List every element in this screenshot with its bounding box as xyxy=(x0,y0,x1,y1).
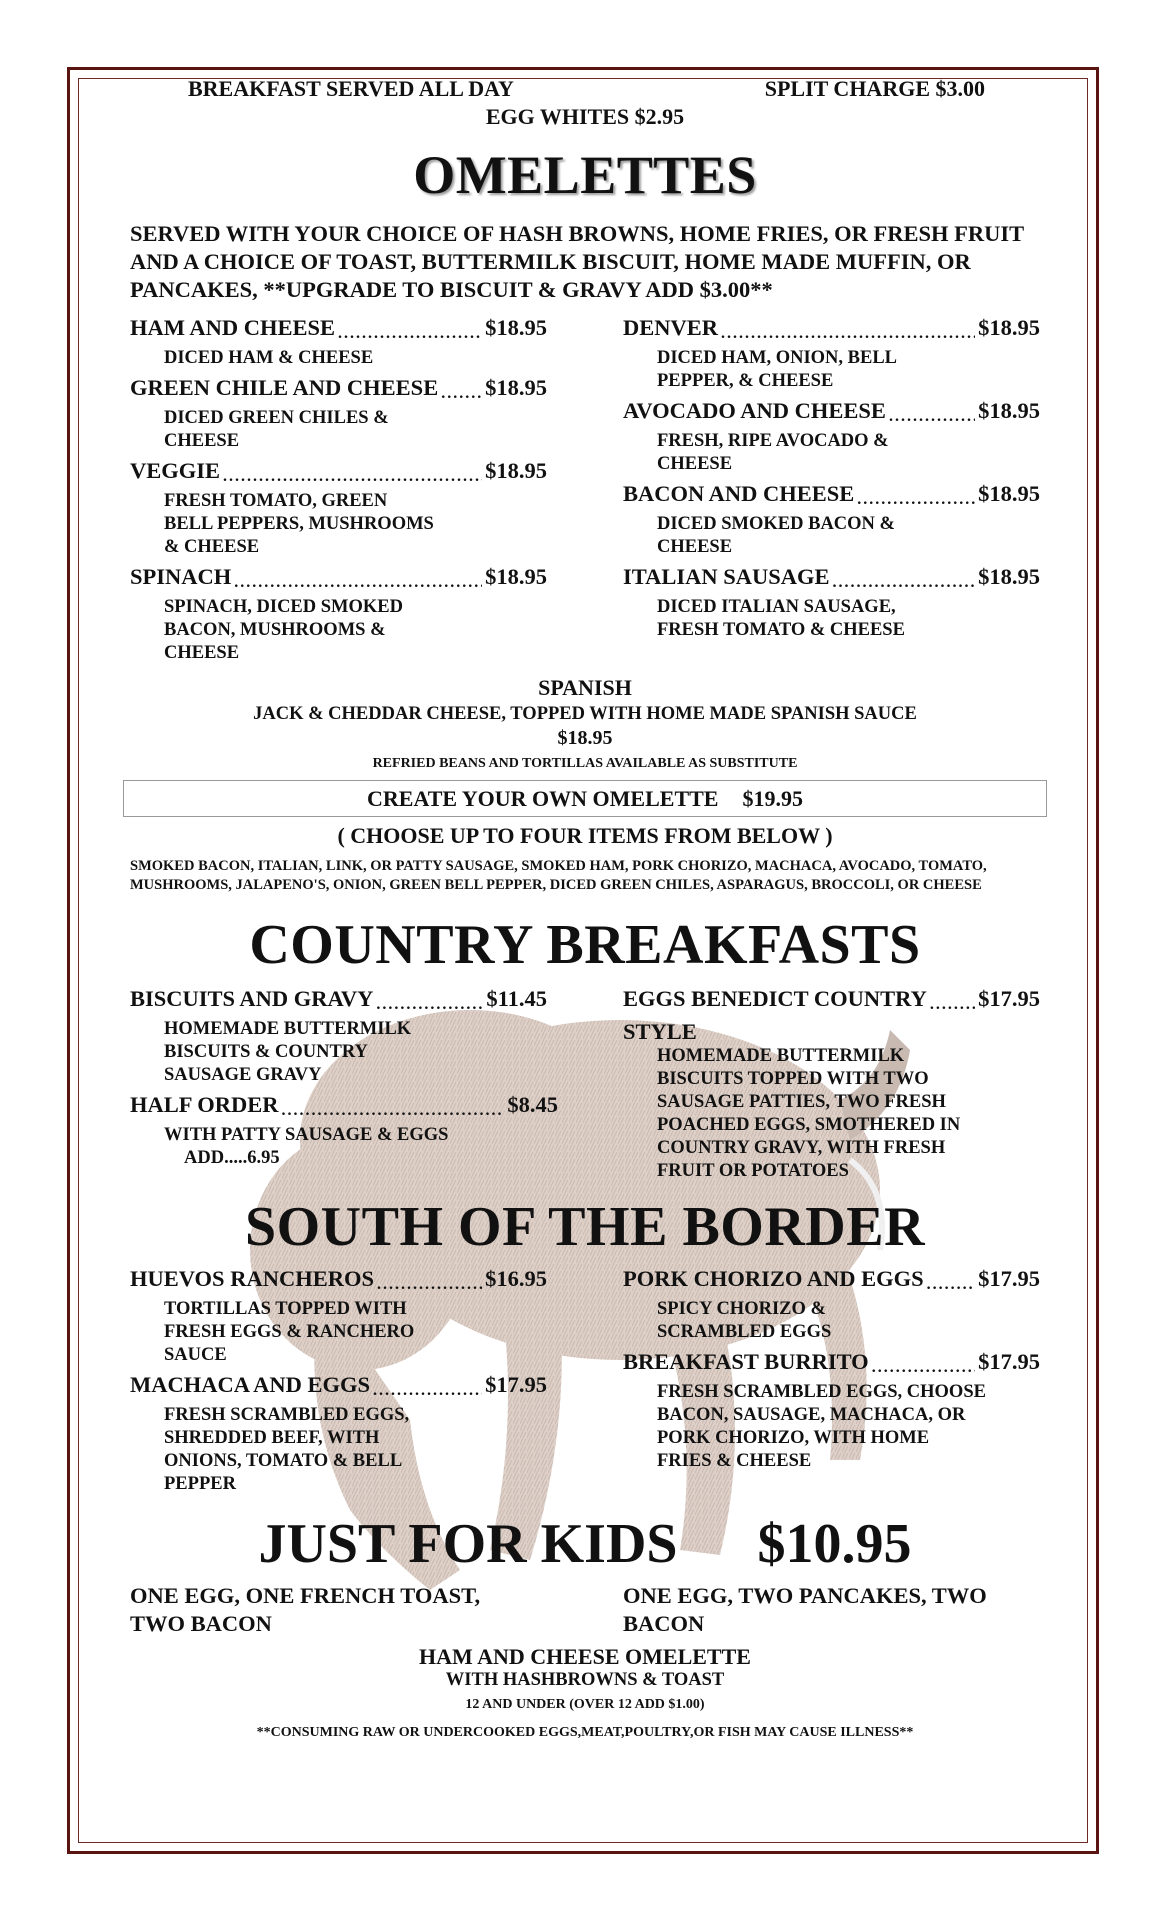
menu-item xyxy=(623,1348,1040,1473)
item-description: FRESH SCRAMBLED EGGS, CHOOSE BACON, SAUSAGE, MACHACA, OR PORK CHORIZO, WITH HOME FRIES & CHEESE xyxy=(657,1382,986,1471)
item-price: $17.95 xyxy=(978,1266,1040,1291)
kids-age-note: 12 AND UNDER (OVER 12 ADD $1.00) xyxy=(465,1697,705,1712)
kids-price: $10.95 xyxy=(757,1513,912,1575)
menu-item xyxy=(130,1371,547,1496)
item-price: $18.95 xyxy=(485,564,547,589)
item-price: $18.95 xyxy=(978,398,1040,423)
item-name: BACON AND CHEESE xyxy=(623,481,855,506)
kids-title: JUST FOR KIDS xyxy=(258,1513,678,1575)
menu-item xyxy=(623,314,1040,393)
menu-item xyxy=(130,563,547,665)
omelette-ingredient-choices: SMOKED BACON, ITALIAN, LINK, OR PATTY SAUSAGE, SMOKED HAM, PORK CHORIZO, MACHACA, AVOCADO, TOMATO, MUSHROOMS, JALAPENO'S, ONION, GREEN BELL PEPPER, DICED GREEN CHILES, ASPARAGUS, BROCCOLI, OR CHEESE xyxy=(130,858,987,893)
item-description: FRESH TOMATO, GREEN BELL PEPPERS, MUSHROOMS & CHEESE xyxy=(164,491,434,557)
item-description: DICED SMOKED BACON & CHEESE xyxy=(657,514,895,557)
kids-options xyxy=(130,1582,1040,1638)
omelettes-intro: SERVED WITH YOUR CHOICE OF HASH BROWNS, HOME FRIES, OR FRESH FRUIT AND A CHOICE OF TOAST, BUTTERMILK BISCUIT, HOME MADE MUFFIN, OR PANCAKES, **UPGRADE TO BISCUIT & GRAVY ADD $3.00** xyxy=(130,221,1024,302)
item-price: $11.45 xyxy=(486,986,547,1011)
item-price: $17.95 xyxy=(485,1372,547,1397)
item-price: $18.95 xyxy=(485,458,547,483)
consumer-advisory: **CONSUMING RAW OR UNDERCOOKED EGGS,MEAT,POULTRY,OR FISH MAY CAUSE ILLNESS** xyxy=(256,1725,914,1740)
item-name-continued: STYLE xyxy=(623,1019,697,1044)
item-name: HALF ORDER xyxy=(130,1092,279,1117)
item-name: PORK CHORIZO AND EGGS xyxy=(623,1266,924,1291)
item-name: AVOCADO AND CHEESE xyxy=(623,398,886,423)
south-right-column xyxy=(623,1265,1040,1500)
menu-top-notes xyxy=(130,76,1040,102)
item-name: VEGGIE xyxy=(130,458,221,483)
create-your-own-box xyxy=(123,780,1047,817)
kids-option-1: ONE EGG, ONE FRENCH TOAST, TWO BACON xyxy=(130,1583,481,1636)
item-name: HAM AND CHEESE xyxy=(130,315,336,340)
south-columns xyxy=(130,1265,1040,1500)
country-breakfasts-heading: COUNTRY BREAKFASTS xyxy=(249,914,921,976)
menu-item xyxy=(623,563,1040,642)
spanish-omelette-name: SPANISH xyxy=(538,675,632,700)
item-description: WITH PATTY SAUSAGE & EGGS xyxy=(164,1125,449,1145)
menu-item xyxy=(130,374,547,453)
menu-item xyxy=(130,985,547,1087)
kids-heading xyxy=(130,1512,1040,1576)
item-name: GREEN CHILE AND CHEESE xyxy=(130,375,439,400)
item-description: FRESH, RIPE AVOCADO & CHEESE xyxy=(657,431,889,474)
kids-option-3: HAM AND CHEESE OMELETTE xyxy=(419,1644,751,1669)
item-description: DICED GREEN CHILES & CHEESE xyxy=(164,408,389,451)
menu-item xyxy=(130,457,547,559)
item-price: $18.95 xyxy=(978,564,1040,589)
omelettes-left-column xyxy=(130,314,547,669)
item-price: $8.45 xyxy=(507,1092,558,1117)
item-description: TORTILLAS TOPPED WITH FRESH EGGS & RANCHERO SAUCE xyxy=(164,1299,415,1365)
substitute-note: REFRIED BEANS AND TORTILLAS AVAILABLE AS SUBSTITUTE xyxy=(372,756,798,771)
country-left-column xyxy=(130,985,558,1187)
menu-item xyxy=(623,480,1040,559)
item-description: SPINACH, DICED SMOKED BACON, MUSHROOMS & CHEESE xyxy=(164,597,403,663)
item-description: DICED HAM & CHEESE xyxy=(164,348,374,368)
item-description: SPICY CHORIZO & SCRAMBLED EGGS xyxy=(657,1299,832,1342)
item-price: $18.95 xyxy=(978,481,1040,506)
item-name: DENVER xyxy=(623,315,719,340)
choose-items-note: ( CHOOSE UP TO FOUR ITEMS FROM BELOW ) xyxy=(337,823,833,848)
item-name: ITALIAN SAUSAGE xyxy=(623,564,830,589)
kids-option-3-description: WITH HASHBROWNS & TOAST xyxy=(445,1670,725,1690)
item-price: $18.95 xyxy=(978,315,1040,340)
menu-item xyxy=(623,397,1040,476)
kids-option-2: ONE EGG, TWO PANCAKES, TWO BACON xyxy=(623,1583,987,1636)
egg-whites-note: EGG WHITES $2.95 xyxy=(485,104,685,129)
menu-item xyxy=(623,1265,1040,1344)
item-name: BISCUITS AND GRAVY xyxy=(130,986,374,1011)
item-price: $17.95 xyxy=(978,1349,1040,1374)
item-name: BREAKFAST BURRITO xyxy=(623,1349,869,1374)
item-price: $18.95 xyxy=(485,315,547,340)
country-columns xyxy=(130,985,1040,1187)
item-description: HOMEMADE BUTTERMILK BISCUITS TOPPED WITH TWO SAUSAGE PATTIES, TWO FRESH POACHED EGGS, SMOTHERED IN COUNTRY GRAVY, WITH FRESH FRUIT OR POTATOES xyxy=(657,1046,961,1181)
menu-item xyxy=(130,314,547,370)
spanish-omelette-description: JACK & CHEDDAR CHEESE, TOPPED WITH HOME MADE SPANISH SAUCE xyxy=(253,704,917,724)
omelettes-right-column xyxy=(623,314,1040,669)
item-price: $16.95 xyxy=(485,1266,547,1291)
split-charge-note: SPLIT CHARGE $3.00 xyxy=(764,76,985,101)
menu-item xyxy=(130,1265,547,1367)
item-price: $18.95 xyxy=(485,375,547,400)
item-add-note: ADD.....6.95 xyxy=(184,1148,280,1168)
item-description: FRESH SCRAMBLED EGGS, SHREDDED BEEF, WITH ONIONS, TOMATO & BELL PEPPER xyxy=(164,1405,410,1494)
item-description: HOMEMADE BUTTERMILK BISCUITS & COUNTRY SAUSAGE GRAVY xyxy=(164,1019,412,1085)
item-name: HUEVOS RANCHEROS xyxy=(130,1266,374,1291)
item-name: EGGS BENEDICT COUNTRY xyxy=(623,986,927,1011)
south-left-column xyxy=(130,1265,547,1500)
create-your-own-price: $19.95 xyxy=(742,786,803,811)
omelettes-columns xyxy=(130,314,1040,669)
south-of-the-border-heading: SOUTH OF THE BORDER xyxy=(244,1196,926,1258)
item-price: $17.95 xyxy=(978,986,1040,1011)
item-name: MACHACA AND EGGS xyxy=(130,1372,371,1397)
spanish-omelette-price: $18.95 xyxy=(557,727,613,749)
country-right-column xyxy=(623,985,1040,1187)
menu-item xyxy=(623,985,1040,1183)
item-description: DICED HAM, ONION, BELL PEPPER, & CHEESE xyxy=(657,348,896,391)
item-name: SPINACH xyxy=(130,564,232,589)
omelettes-heading: OMELETTES xyxy=(413,145,757,205)
breakfast-all-day-note: BREAKFAST SERVED ALL DAY xyxy=(188,76,514,101)
item-description: DICED ITALIAN SAUSAGE, FRESH TOMATO & CHEESE xyxy=(657,597,905,640)
create-your-own-label: CREATE YOUR OWN OMELETTE xyxy=(367,786,719,811)
menu-item xyxy=(130,1091,558,1170)
